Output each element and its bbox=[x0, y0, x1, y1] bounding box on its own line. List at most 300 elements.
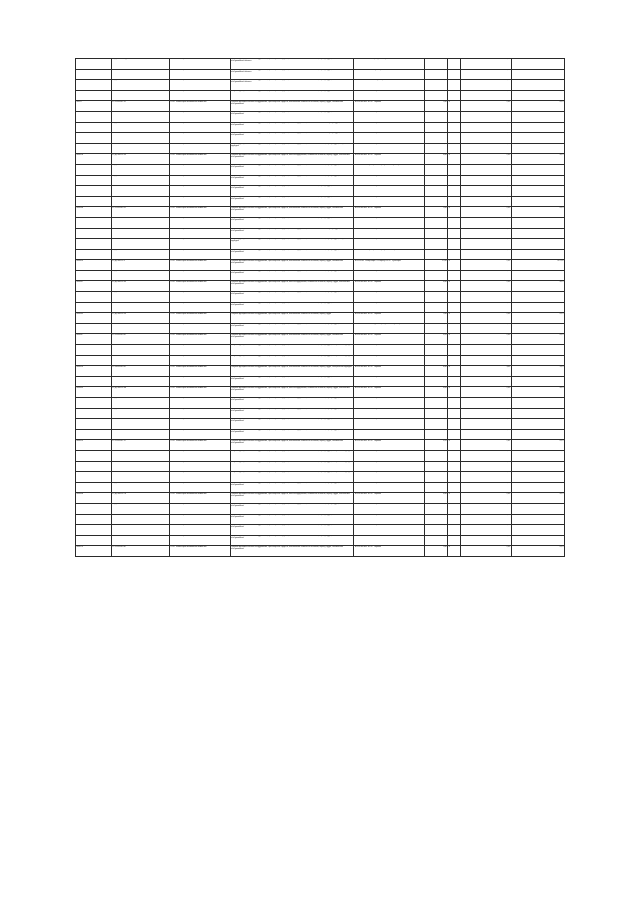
cell-organization: ООО "Инженерно-техническая компания" bbox=[169, 376, 230, 387]
cell-object: ВЛ-10 кВ №11 от ПС "Яхрома" bbox=[354, 196, 425, 207]
cell-object: ВЛ-10 кВ №11 от ПС "Яхрома" bbox=[354, 355, 425, 366]
cell-code: 000065 bbox=[76, 461, 112, 472]
cell-unit: 4 bbox=[448, 419, 461, 430]
cell-sum: 6,15 bbox=[511, 493, 564, 504]
cell-code: 000060 bbox=[76, 419, 112, 430]
cell-object: ВЛ-10 кВ №11 от ПС "Яхрома" bbox=[354, 525, 425, 536]
table-row bbox=[76, 175, 565, 186]
table-row bbox=[76, 260, 565, 271]
cell-price: 2,95 bbox=[461, 154, 512, 165]
cell-subject: Закупка функционального оборудования, транспортных средств, обеспечение безопасности жизни, охрану труда, техническое обслуживание bbox=[230, 260, 354, 271]
cell-contract-number: 17-ДР-04-01/ 30 bbox=[111, 80, 169, 91]
cell-unit: 4 bbox=[448, 461, 461, 472]
cell-object: ВЛ-10 кВ №0349 в сторону ТП "Строитель" bbox=[354, 59, 425, 70]
cell-organization: ООО "Инженерно-техническая компания" bbox=[169, 493, 230, 504]
cell-unit: 4 bbox=[448, 239, 461, 250]
table-row bbox=[76, 525, 565, 536]
table-row bbox=[76, 186, 565, 197]
cell-sum: 0,15 bbox=[511, 101, 564, 112]
cell-subject: Закупка функционального оборудования, транспортных средств, заказ оборудования, безопасности жизни, охрану труда, специальной одеждой bbox=[230, 143, 354, 154]
cell-contract-number: 17-20-04-01/ 71 bbox=[111, 450, 169, 461]
cell-subject: Закупка функционального оборудования, транспортных средств, обеспечение безопасности жизни, охрану труда bbox=[230, 313, 354, 324]
cell-unit: 4 bbox=[448, 186, 461, 197]
cell-quantity: 3,00 bbox=[425, 472, 448, 483]
cell-subject: Закупка функционального оборудования, транспортных средств, обеспечение безопасности жизни, охрану труда, техническое обслуживание bbox=[230, 514, 354, 525]
table-row bbox=[76, 313, 565, 324]
cell-unit: 4 bbox=[448, 387, 461, 398]
cell-organization: ООО "Инженерно-техническая компания" bbox=[169, 503, 230, 514]
cell-object: ВЛ-10 кВ №11 от ПС "Яхрома" bbox=[354, 345, 425, 356]
table-row bbox=[76, 408, 565, 419]
cell-quantity: 54,00 bbox=[425, 323, 448, 334]
cell-subject: Закупка функционального оборудования, транспортных средств, обеспечение безопасности жизни, охрану труда, техническое обслуживание bbox=[230, 217, 354, 228]
cell-price: 2,95 bbox=[461, 133, 512, 144]
cell-quantity: 7,00 bbox=[425, 101, 448, 112]
table-row bbox=[76, 228, 565, 239]
cell-price: 2,35 bbox=[461, 59, 512, 70]
cell-object: ВЛ-110 кВ "Север-Вира" в сторону на ПС "Яхрома" bbox=[354, 249, 425, 260]
cell-object: ВЛ-10 кВ №11 от ПС "Яхрома" bbox=[354, 281, 425, 292]
cell-code: 00004/ bbox=[76, 334, 112, 345]
cell-sum: 52,95 bbox=[511, 80, 564, 91]
cell-sum: 5,15 bbox=[511, 355, 564, 366]
cell-object: ВЛ-10 кВ №11 от ПС "Яхрома" bbox=[354, 461, 425, 472]
cell-sum: 6,15 bbox=[511, 292, 564, 303]
table-row bbox=[76, 143, 565, 154]
cell-organization: ООО "Инженерно-техническая компания" bbox=[169, 345, 230, 356]
cell-sum: 5,15 bbox=[511, 472, 564, 483]
cell-unit: 4 bbox=[448, 260, 461, 271]
cell-quantity: 0,95 bbox=[425, 450, 448, 461]
cell-unit: 4 bbox=[448, 111, 461, 122]
cell-organization: ООО "Инженерно-техническая компания" bbox=[169, 482, 230, 493]
contracts-table-wrapper bbox=[75, 58, 565, 557]
cell-subject: Закупка функционального оборудования, транспортных средств, обеспечение безопасности жизни, охрану труда, специальной одеждой bbox=[230, 345, 354, 356]
cell-code: 000044 bbox=[76, 186, 112, 197]
cell-subject: Закупка функционального оборудования, транспортных средств, заказ оборудования, безопасности жизни, охрану труда, техническое обслуживание bbox=[230, 281, 354, 292]
cell-subject: Закупка функционального оборудования, транспортных средств, заказ оборудования, безопасности жизни, охрану труда, техническое обслуживание bbox=[230, 503, 354, 514]
cell-object: ВЛ-10 кВ №11 от ПС "Яхрома" bbox=[354, 207, 425, 218]
cell-sum: 6,15 bbox=[511, 408, 564, 419]
cell-quantity: 2,95 bbox=[425, 334, 448, 345]
cell-subject: Закупка функционального оборудования, транспортных средств, заказ оборудования, безопасности жизни, охрану труда, техническое обслуживание bbox=[230, 164, 354, 175]
cell-price: 2,95 bbox=[461, 525, 512, 536]
contracts-table bbox=[75, 58, 565, 557]
cell-organization: ООО "Инженерно-техническая компания" bbox=[169, 461, 230, 472]
cell-object: ВЛ-10 кВ №11 от ПС "Яхрома" bbox=[354, 270, 425, 281]
cell-subject: Закупка функционального оборудования, транспортных средств, обеспечение безопасности жизни, охрану труда, техническое обслуживание bbox=[230, 546, 354, 557]
cell-subject: Закупка функционального оборудования, транспортных средств, обеспечение безопасности жизни, охрану труда, техническое обслуживание bbox=[230, 376, 354, 387]
cell-price: 3,95 bbox=[461, 461, 512, 472]
cell-organization: ООО "Инженерно-техническая компания" bbox=[169, 535, 230, 546]
table-row bbox=[76, 429, 565, 440]
cell-object: ВЛ-10 кВ №11 от ПС "Яхрома" bbox=[354, 217, 425, 228]
cell-organization: ООО "Инженерно-техническая компания" bbox=[169, 514, 230, 525]
cell-contract-number: 17-21-04-01/ 37 bbox=[111, 133, 169, 144]
cell-object: ВЛ-10 кВ №11 от ПС "Яхрома" bbox=[354, 546, 425, 557]
cell-contract-number: 17-21-04-01/ 43 bbox=[111, 207, 169, 218]
cell-sum: 0,15 bbox=[511, 546, 564, 557]
cell-subject: Закупка функционального оборудования, транспортных средств, заказ оборудования, безопасности жизни и охрану труда, техническое обслуживание bbox=[230, 228, 354, 239]
cell-subject: Закупка функционального оборудования, транспортных средств, заказ оборудования, безопасности жизни, охрану труда, специальной одеждой bbox=[230, 239, 354, 250]
table-row bbox=[76, 355, 565, 366]
table-row bbox=[76, 111, 565, 122]
cell-subject: Закупка функционального оборудования, транспортных средств, обеспечение безопасности жизни, охрану труда, техническое обслуживание bbox=[230, 535, 354, 546]
cell-subject: Закупка функционального оборудования, транспортных средств, заказ оборудования, безопасности жизни и охрану труда, техническое обслуживание bbox=[230, 122, 354, 133]
cell-unit: 4 bbox=[448, 133, 461, 144]
cell-price: 2,95 bbox=[461, 90, 512, 101]
cell-contract-number: 17-21-04-01/ 60 bbox=[111, 334, 169, 345]
table-row bbox=[76, 281, 565, 292]
cell-price: 3,95 bbox=[461, 366, 512, 377]
table-row bbox=[76, 503, 565, 514]
table-row bbox=[76, 419, 565, 430]
cell-object: ВЛ-10 кВ №11 от ПС "Яхрома" bbox=[354, 482, 425, 493]
cell-contract-number: 17-21-04-01/ 70 bbox=[111, 440, 169, 451]
cell-object: ВЛ-10 кВ №11 от ПС "Яхрома" bbox=[354, 450, 425, 461]
cell-code: 000063 bbox=[76, 387, 112, 398]
cell-code: 00004/ bbox=[76, 228, 112, 239]
cell-object: ВЛ-10 кВ №11 от ПС "Яхрома" bbox=[354, 90, 425, 101]
cell-subject: Закупка функционального оборудования, транспортных средств, заказ оборудования, безопасности жизни, охрану труда, техническое обслуживание bbox=[230, 154, 354, 165]
cell-contract-number: 17-21-04-01/ 8 bbox=[111, 535, 169, 546]
cell-code: 000073 bbox=[76, 535, 112, 546]
table-row bbox=[76, 239, 565, 250]
cell-contract-number: 17-21-04-01/ 46 bbox=[111, 228, 169, 239]
cell-contract-number: 17-21-04-01/ 79 bbox=[111, 525, 169, 536]
cell-sum: 6,15 bbox=[511, 503, 564, 514]
cell-quantity: 3,00 bbox=[425, 143, 448, 154]
cell-organization: ООО "Инженерно-техническая компания" bbox=[169, 186, 230, 197]
cell-organization: ООО "Инженерно-техническая компания" bbox=[169, 366, 230, 377]
cell-code: 000070 bbox=[76, 514, 112, 525]
cell-contract-number: 17-21-04-01/ 33 bbox=[111, 101, 169, 112]
cell-object: ВЛ-10 кВ №0345 от ПС "Кузнецово" bbox=[354, 80, 425, 91]
cell-object: ВЛ-10 кВ №11 от ПС "Яхрома" bbox=[354, 154, 425, 165]
cell-organization: ООО "Инженерно-техническая компания" bbox=[169, 239, 230, 250]
cell-code: 000063 bbox=[76, 355, 112, 366]
cell-organization: ООО "Инженерно-техническая компания" bbox=[169, 249, 230, 260]
cell-contract-number: 17-20-04-01/ 38 bbox=[111, 143, 169, 154]
cell-price: 2,95 bbox=[461, 260, 512, 271]
cell-sum: 6,15 bbox=[511, 270, 564, 281]
cell-price: 2,95 bbox=[461, 334, 512, 345]
cell-unit: 4 bbox=[448, 525, 461, 536]
cell-price: 2,95 bbox=[461, 239, 512, 250]
cell-price: 2,95 bbox=[461, 493, 512, 504]
cell-unit: 4 bbox=[448, 503, 461, 514]
cell-subject: Закупка функционального оборудования, транспортных средств, обеспечение безопасности жизни, охрану труда, техническое обслуживание bbox=[230, 440, 354, 451]
cell-object: ВЛ-10 кВ №11 от ПС "Яхрома" bbox=[354, 514, 425, 525]
cell-sum: 0,15 bbox=[511, 133, 564, 144]
cell-code: 00002 bbox=[76, 59, 112, 70]
cell-organization: ООО "Инженерно-техническая компания" bbox=[169, 122, 230, 133]
cell-sum: 6,15 bbox=[511, 387, 564, 398]
cell-code: 00006/ bbox=[76, 429, 112, 440]
cell-organization: ООО "Инженерно-техническая компания" bbox=[169, 450, 230, 461]
cell-contract-number: 17-20-04-01/ 66 bbox=[111, 376, 169, 387]
cell-unit: 4 bbox=[448, 429, 461, 440]
cell-price: 3,95 bbox=[461, 143, 512, 154]
table-row bbox=[76, 450, 565, 461]
cell-price: 2,95 bbox=[461, 345, 512, 356]
cell-price: 2,95 bbox=[461, 196, 512, 207]
cell-quantity: 5,00 bbox=[425, 398, 448, 409]
cell-object: ВЛ-10 кВ №0245 bbox=[354, 429, 425, 440]
cell-code: 000004 bbox=[76, 164, 112, 175]
cell-unit: 4 bbox=[448, 345, 461, 356]
cell-subject: Закупка функционального оборудования, транспортных средств, обеспечение безопасности жизни, охрану труда, техническое обслуживание объекта bbox=[230, 80, 354, 91]
table-row bbox=[76, 345, 565, 356]
cell-contract-number: 27-ДР-04-01/ 75 bbox=[111, 482, 169, 493]
cell-organization: ООО "Инженерно-техническая компания" bbox=[169, 440, 230, 451]
table-row bbox=[76, 217, 565, 228]
cell-quantity: 2,95 bbox=[425, 239, 448, 250]
table-row bbox=[76, 546, 565, 557]
cell-code: 000042 bbox=[76, 239, 112, 250]
cell-quantity: 7,00 bbox=[425, 419, 448, 430]
table-row bbox=[76, 376, 565, 387]
cell-sum: 5,15 bbox=[511, 461, 564, 472]
cell-organization: ООО "Инженерно-техническая компания" bbox=[169, 313, 230, 324]
cell-subject: Закупка функционального оборудования, транспортных средств, заказ оборудования, безопасности жизни, охрану труда, техническое обслуживание bbox=[230, 408, 354, 419]
cell-price: 2,95 bbox=[461, 419, 512, 430]
cell-contract-number: 27-ДР-04-01/ 50 bbox=[111, 270, 169, 281]
cell-organization: ООО "Инженерно-техническая компания" bbox=[169, 387, 230, 398]
cell-sum: 0,15 bbox=[511, 440, 564, 451]
cell-object: ВЛ-110 кВ "Север-Вира" в сторону на ПС "Кучебары" bbox=[354, 164, 425, 175]
cell-subject: Закупка функционального оборудования, транспортных средств, обеспечение безопасности жизни, охрану труда, техническое обслуживание bbox=[230, 207, 354, 218]
cell-unit: 4 bbox=[448, 334, 461, 345]
cell-subject: Закупка функционального оборудования, транспортных средств, заказ оборудования, безопасности жизни, охрану труда, техническое обслуживание bbox=[230, 482, 354, 493]
cell-unit: 4 bbox=[448, 313, 461, 324]
cell-contract-number: 17-21-04-01/ 2 bbox=[111, 69, 169, 80]
cell-price: 2,95 bbox=[461, 101, 512, 112]
table-row bbox=[76, 323, 565, 334]
cell-organization: ООО "Инженерно-техническая компания" bbox=[169, 292, 230, 303]
cell-subject: Закупка функционального оборудования, транспортных средств, обеспечение безопасности жизни, охрану труда, техническое обслуживание объекта bbox=[230, 59, 354, 70]
cell-subject: Закупка функционального оборудования, транспортных средств, заказ оборудования, безопасности жизни, охрану труда, техническое обслуживание bbox=[230, 493, 354, 504]
cell-quantity: 51,00 bbox=[425, 535, 448, 546]
contracts-table-body bbox=[76, 59, 565, 557]
cell-quantity: 5,00 bbox=[425, 292, 448, 303]
cell-object: ВЛ-110 кВ "Юбил-Завод" в сторону на ПС "Кучебары" bbox=[354, 323, 425, 334]
cell-code: 000059 bbox=[76, 440, 112, 451]
cell-organization: ООО "Инженерно-техническая компания" bbox=[169, 260, 230, 271]
cell-quantity: 5,00 bbox=[425, 503, 448, 514]
cell-unit: 4 bbox=[448, 440, 461, 451]
cell-price: 3,95 bbox=[461, 376, 512, 387]
cell-unit: 4 bbox=[448, 292, 461, 303]
cell-organization: ООО "Инженерно-техническая компания" bbox=[169, 217, 230, 228]
cell-unit: 4 bbox=[448, 175, 461, 186]
cell-subject: Закупка функционального оборудования, транспортных средств, обеспечение безопасности жизни, охрану труда, специальной одеждой bbox=[230, 461, 354, 472]
table-row bbox=[76, 207, 565, 218]
cell-sum: 22,16 bbox=[511, 59, 564, 70]
cell-quantity: 5,00 bbox=[425, 387, 448, 398]
cell-price: 2,95 bbox=[461, 546, 512, 557]
cell-contract-number: 17-21-04-01/ 7 bbox=[111, 429, 169, 440]
cell-contract-number: 27-20-04-01/ 72 bbox=[111, 461, 169, 472]
cell-unit: 4 bbox=[448, 535, 461, 546]
table-row bbox=[76, 249, 565, 260]
cell-code: 000063 bbox=[76, 503, 112, 514]
cell-code: 000050 bbox=[76, 376, 112, 387]
cell-subject: Закупка функционального оборудования, транспортных средств, обеспечение безопасности жизни, охрану труда, специальной одеждой bbox=[230, 355, 354, 366]
cell-unit: 4 bbox=[448, 472, 461, 483]
cell-unit: 4 bbox=[448, 408, 461, 419]
cell-subject: Закупка функционального оборудования, транспортных средств, обеспечение безопасности жизни, охрану труда, техническое обслуживание bbox=[230, 186, 354, 197]
cell-quantity: 7,00 bbox=[425, 196, 448, 207]
cell-subject: Закупка функционального оборудования, транспортных средств, заказ оборудования, безопасности жизни, охрану труда, техническое обслуживание bbox=[230, 323, 354, 334]
cell-subject: Закупка функционального оборудования, транспортных средств, обеспечение безопасности жизни, охрану труда bbox=[230, 90, 354, 101]
cell-code: 00234 bbox=[76, 69, 112, 80]
cell-price: 2,95 bbox=[461, 228, 512, 239]
cell-subject: Закупка функционального оборудования, транспортных средств, обеспечение безопасности жизни, охрану труда, техническое обслуживание bbox=[230, 419, 354, 430]
cell-contract-number: 27-ДР-04-01/ 40 bbox=[111, 175, 169, 186]
table-row bbox=[76, 302, 565, 313]
cell-subject: Закупка функционального оборудования, транспортных средств, обеспечение безопасности жизни, охрану труда, техническое обслуживание bbox=[230, 302, 354, 313]
table-row bbox=[76, 292, 565, 303]
cell-organization: ООО "Инженерно-техническая компания" bbox=[169, 154, 230, 165]
cell-contract-number: 27-ДР-04-01/ 49 bbox=[111, 281, 169, 292]
cell-quantity: 27,00 bbox=[425, 260, 448, 271]
cell-contract-number: 27-20-04-01/ 74 bbox=[111, 472, 169, 483]
cell-sum: 0,15 bbox=[511, 514, 564, 525]
cell-quantity: 2,95 bbox=[425, 122, 448, 133]
cell-quantity: 2,00 bbox=[425, 111, 448, 122]
cell-sum: 0,15 bbox=[511, 186, 564, 197]
cell-sum: 0,15 bbox=[511, 239, 564, 250]
cell-contract-number: 27-ДР-04-01/ 76 bbox=[111, 493, 169, 504]
cell-quantity: 7,00 bbox=[425, 186, 448, 197]
cell-code: 000004 bbox=[76, 260, 112, 271]
cell-unit: 4 bbox=[448, 69, 461, 80]
cell-object: ВЛ-10 кВ №11 от ПС "Яхрома" bbox=[354, 366, 425, 377]
cell-subject: Закупка функционального оборудования, транспортных средств, обеспечение безопасности жизни, охрану труда, специальной одеждой bbox=[230, 366, 354, 377]
cell-contract-number: 17-21-04-01/ 60 bbox=[111, 419, 169, 430]
cell-price: 2,95 bbox=[461, 270, 512, 281]
cell-object: ВЛ-10 кВ №11 от ПС "Яхрома" bbox=[354, 440, 425, 451]
cell-contract-number: 27-20-04-01/ 62 bbox=[111, 355, 169, 366]
cell-organization: ООО "Инженерно-техническая компания" bbox=[169, 228, 230, 239]
cell-quantity: 7,00 bbox=[425, 546, 448, 557]
cell-price: 2,95 bbox=[461, 503, 512, 514]
cell-organization: ООО "Инженерно-техническая компания" bbox=[169, 546, 230, 557]
table-row bbox=[76, 80, 565, 91]
cell-object: ВЛ-10 кВ №11 от ПС "Яхрома" bbox=[354, 133, 425, 144]
cell-unit: 4 bbox=[448, 101, 461, 112]
cell-price: 2,95 bbox=[461, 281, 512, 292]
cell-sum: 0,15 bbox=[511, 525, 564, 536]
table-row bbox=[76, 461, 565, 472]
cell-sum: 6,15 bbox=[511, 398, 564, 409]
cell-organization: ООО "Инженерно-техническая компания" bbox=[169, 90, 230, 101]
cell-sum: 0,15 bbox=[511, 111, 564, 122]
cell-organization: ООО "Инженерно-техническая компания" bbox=[169, 398, 230, 409]
cell-quantity: 5,00 bbox=[425, 154, 448, 165]
cell-code: 000033 bbox=[76, 217, 112, 228]
cell-price: 3,95 bbox=[461, 355, 512, 366]
cell-object: ВЛ-10 кВ №11 от ПС "Яхрома" bbox=[354, 175, 425, 186]
cell-unit: 4 bbox=[448, 482, 461, 493]
cell-sum: 6,15 bbox=[511, 482, 564, 493]
cell-code: 10020/ bbox=[76, 133, 112, 144]
cell-price: 2,95 bbox=[461, 313, 512, 324]
cell-object: ВЛ-10 кВ №11 от ПС "Яхрома" bbox=[354, 111, 425, 122]
table-row bbox=[76, 334, 565, 345]
cell-price: 3,95 bbox=[461, 249, 512, 260]
cell-unit: 4 bbox=[448, 546, 461, 557]
cell-subject: Закупка функционального оборудования, транспортных средств, заказ оборудования, безопасности жизни и охрану труда, техническое обслуживание bbox=[230, 133, 354, 144]
cell-code: 000073 bbox=[76, 546, 112, 557]
cell-code: 000047 bbox=[76, 345, 112, 356]
cell-sum: 0,15 bbox=[511, 302, 564, 313]
cell-unit: 4 bbox=[448, 143, 461, 154]
table-row bbox=[76, 59, 565, 70]
cell-contract-number: 27-ДР-6-01/21-ДЭ bbox=[111, 59, 169, 70]
cell-price: 2,95 bbox=[461, 292, 512, 303]
cell-contract-number: 27-ДР-04-01/ 68 bbox=[111, 387, 169, 398]
cell-price: 2,95 bbox=[461, 323, 512, 334]
cell-contract-number: 27-ДР-04-01/ 48 bbox=[111, 249, 169, 260]
cell-code: 000056 bbox=[76, 408, 112, 419]
cell-unit: 4 bbox=[448, 302, 461, 313]
cell-subject: Закупка функционального оборудования, транспортных средств, обеспечение безопасности жизни, охрану труда, специальной одеждой bbox=[230, 472, 354, 483]
table-row bbox=[76, 154, 565, 165]
cell-price: 2,95 bbox=[461, 429, 512, 440]
table-row bbox=[76, 440, 565, 451]
table-row bbox=[76, 398, 565, 409]
cell-subject: Закупка функционального оборудования, транспортных средств, заказ оборудования, безопасности жизни, охрану труда, техническое обслуживание bbox=[230, 175, 354, 186]
cell-code: 00001/ bbox=[76, 525, 112, 536]
cell-quantity: 21,00 bbox=[425, 69, 448, 80]
cell-unit: 4 bbox=[448, 154, 461, 165]
cell-price: 2,42 bbox=[461, 440, 512, 451]
cell-code: 000037 bbox=[76, 196, 112, 207]
cell-quantity: 5,00 bbox=[425, 493, 448, 504]
table-row bbox=[76, 493, 565, 504]
cell-quantity: 7,00 bbox=[425, 525, 448, 536]
cell-sum: 627,16 bbox=[511, 164, 564, 175]
cell-unit: 4 bbox=[448, 249, 461, 260]
cell-organization: ООО "Инженерно-техническая компания" bbox=[169, 408, 230, 419]
table-row bbox=[76, 535, 565, 546]
cell-subject: Закупка функционального оборудования, транспортных средств, обеспечение безопасности жизни, охрану труда, техническое обслуживание bbox=[230, 525, 354, 536]
cell-organization: ООО "Инженерно-техническая компания" bbox=[169, 419, 230, 430]
cell-object: ВЛ-10 кВ №11 от ПС "Яхрома" bbox=[354, 334, 425, 345]
cell-object: ВЛ-10 кВ №11 от ПС "Яхрома" bbox=[354, 387, 425, 398]
cell-object: ВЛ-10 кВ №11 от ПС "Яхрома" bbox=[354, 376, 425, 387]
cell-price: 2,95 bbox=[461, 408, 512, 419]
cell-sum: 52,95 bbox=[511, 69, 564, 80]
cell-sum: 0,15 bbox=[511, 313, 564, 324]
cell-object: ВЛ-10 кВ №11 от ПС "Яхрома" bbox=[354, 186, 425, 197]
cell-contract-number: 27-ДР-04-01/ 39 bbox=[111, 154, 169, 165]
cell-price: 2,95 bbox=[461, 175, 512, 186]
cell-organization: ООО "Инженерно-техническая компания" bbox=[169, 175, 230, 186]
cell-subject: Закупка функционального оборудования, транспортных средств, заказ оборудования, безопасности жизни, охрану труда, техническое обслуживание bbox=[230, 429, 354, 440]
cell-price: 2,95 bbox=[461, 80, 512, 91]
cell-object: ВЛ-10 кВ №0146 bbox=[354, 535, 425, 546]
cell-object: ВЛ-10 кВ №11 от ПС "Яхрома" bbox=[354, 228, 425, 239]
cell-object: ВЛ-10 кВ №11 от ПС "Яхрома" bbox=[354, 122, 425, 133]
cell-quantity: 7,00 bbox=[425, 313, 448, 324]
cell-object: ВЛ-10 кВ №11 от ПС "Яхрома" bbox=[354, 493, 425, 504]
cell-object: ВЛ-10 кВ №11 от ПС "Яхрома" bbox=[354, 101, 425, 112]
cell-code: 00026 bbox=[76, 90, 112, 101]
cell-organization: ООО "Инженерно-техническая компания" bbox=[169, 429, 230, 440]
